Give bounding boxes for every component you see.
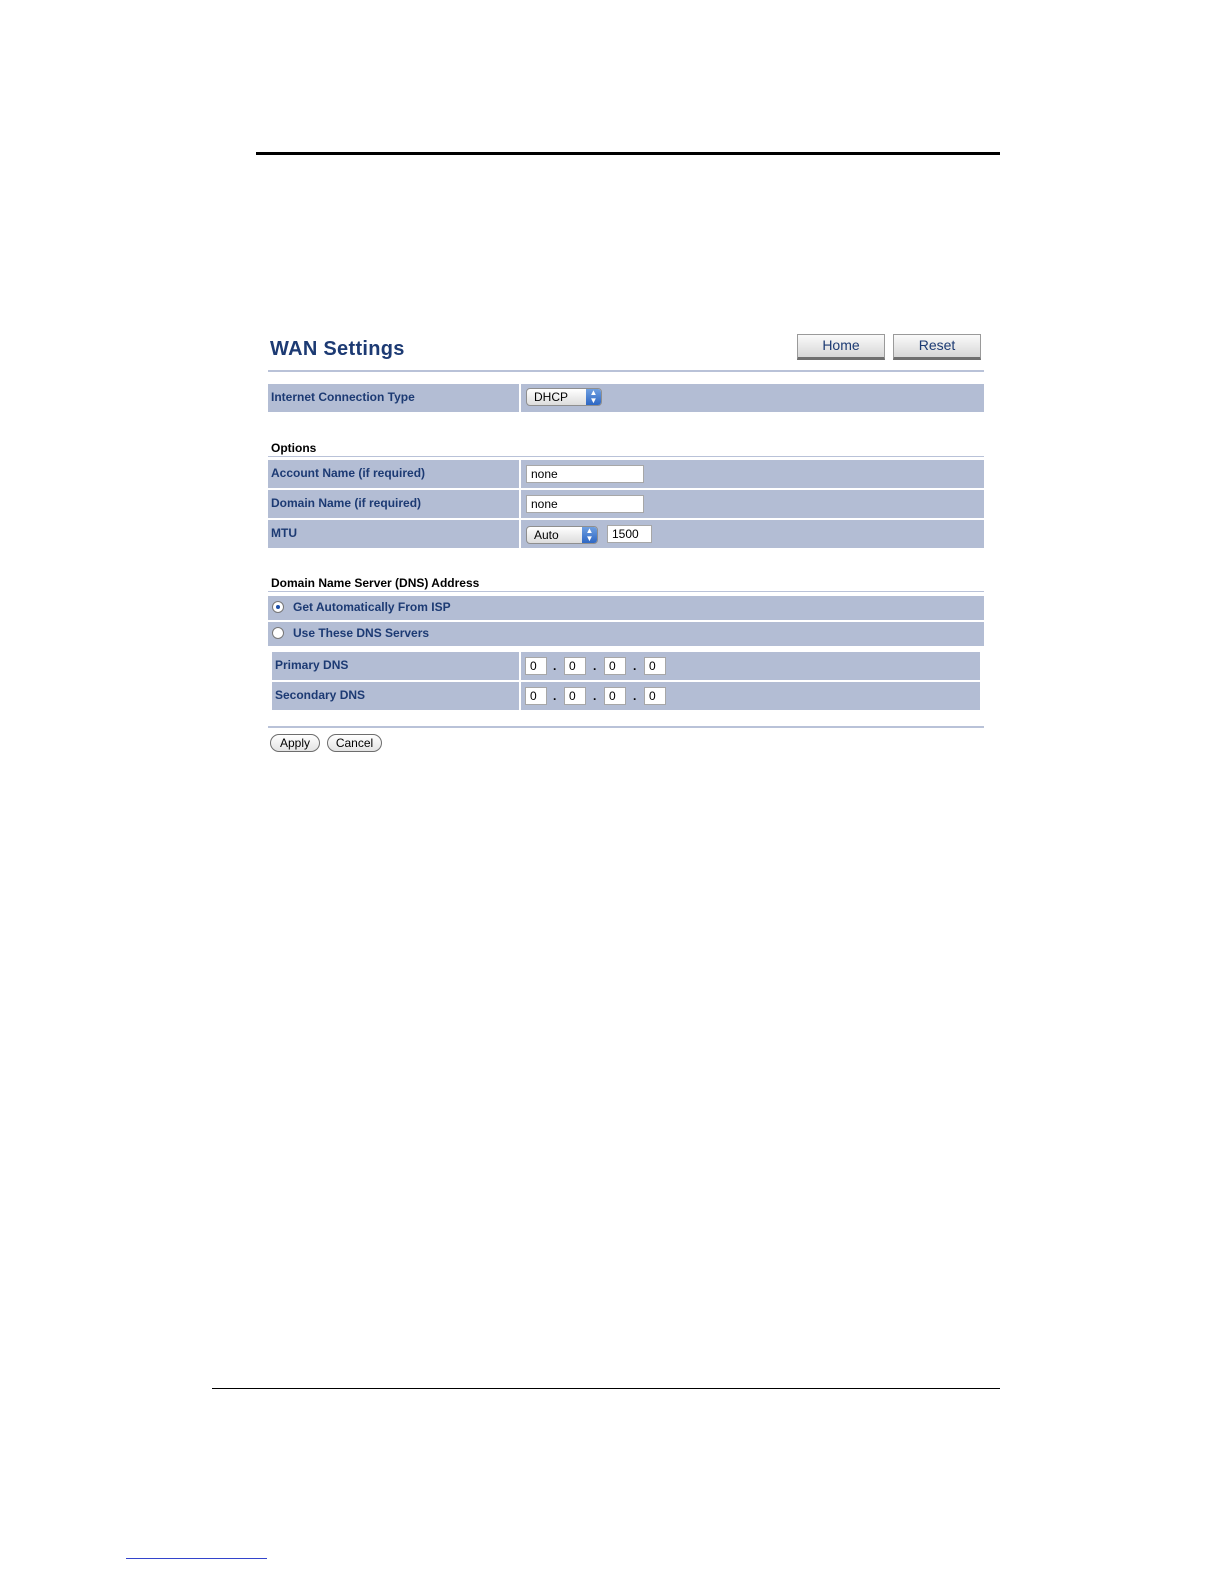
account-name-row (268, 460, 984, 488)
title-bar (268, 330, 984, 372)
account-name-input[interactable]: none (526, 465, 644, 483)
wan-settings-panel (268, 330, 984, 750)
domain-name-row (268, 490, 984, 518)
connection-type-cell (521, 384, 984, 412)
primary-dns-label: Primary DNS (272, 652, 519, 680)
apply-button[interactable]: Apply (270, 734, 320, 752)
connection-type-label: Internet Connection Type (268, 384, 519, 412)
connection-type-value: DHCP (534, 390, 569, 404)
dns-auto-row[interactable] (268, 596, 984, 620)
dns-manual-row[interactable] (268, 622, 984, 646)
secondary-dns-cell (521, 682, 980, 710)
dns-manual-label: Use These DNS Servers (293, 626, 430, 640)
secondary-dns-octet-3[interactable]: 0 (604, 687, 626, 705)
secondary-dns-octet-2[interactable]: 0 (564, 687, 586, 705)
connection-type-select[interactable] (526, 388, 602, 406)
domain-name-label: Domain Name (if required) (268, 490, 519, 518)
octet-separator: . (593, 659, 597, 673)
connection-type-row (268, 384, 984, 412)
octet-separator: . (553, 689, 557, 703)
dns-rule (268, 591, 984, 592)
footer-link-underline (126, 1558, 267, 1559)
options-rule (268, 456, 984, 457)
mtu-mode-select[interactable] (526, 526, 598, 544)
octet-separator: . (633, 689, 637, 703)
octet-separator: . (593, 689, 597, 703)
mtu-value-input[interactable]: 1500 (607, 525, 652, 543)
octet-separator: . (553, 659, 557, 673)
header-rule (256, 152, 1000, 155)
select-arrows-icon: ▲ ▼ (586, 389, 601, 405)
domain-name-cell (521, 490, 984, 518)
home-button[interactable]: Home (797, 334, 885, 360)
mtu-row (268, 520, 984, 548)
primary-dns-cell (521, 652, 980, 680)
account-name-cell (521, 460, 984, 488)
mtu-cell (521, 520, 984, 548)
dns-auto-radio[interactable] (272, 601, 284, 613)
secondary-dns-octet-4[interactable]: 0 (644, 687, 666, 705)
options-section-label: Options (271, 441, 317, 455)
account-name-label: Account Name (if required) (268, 460, 519, 488)
primary-dns-row (272, 652, 980, 680)
domain-name-input[interactable]: none (526, 495, 644, 513)
secondary-dns-label: Secondary DNS (272, 682, 519, 710)
primary-dns-octet-4[interactable]: 0 (644, 657, 666, 675)
footer-rule (212, 1388, 1000, 1389)
dns-section-label: Domain Name Server (DNS) Address (271, 576, 480, 590)
reset-button[interactable]: Reset (893, 334, 981, 360)
secondary-dns-octet-1[interactable]: 0 (525, 687, 547, 705)
page-title: WAN Settings (270, 338, 405, 360)
octet-separator: . (633, 659, 637, 673)
secondary-dns-row (272, 682, 980, 710)
dns-manual-radio[interactable] (272, 627, 284, 639)
dns-auto-label: Get Automatically From ISP (293, 600, 451, 614)
primary-dns-octet-3[interactable]: 0 (604, 657, 626, 675)
mtu-mode-value: Auto (534, 528, 559, 542)
primary-dns-octet-2[interactable]: 0 (564, 657, 586, 675)
cancel-button[interactable]: Cancel (327, 734, 382, 752)
mtu-label: MTU (268, 520, 519, 548)
primary-dns-octet-1[interactable]: 0 (525, 657, 547, 675)
actions-rule (268, 726, 984, 728)
select-arrows-icon: ▲ ▼ (582, 527, 597, 543)
